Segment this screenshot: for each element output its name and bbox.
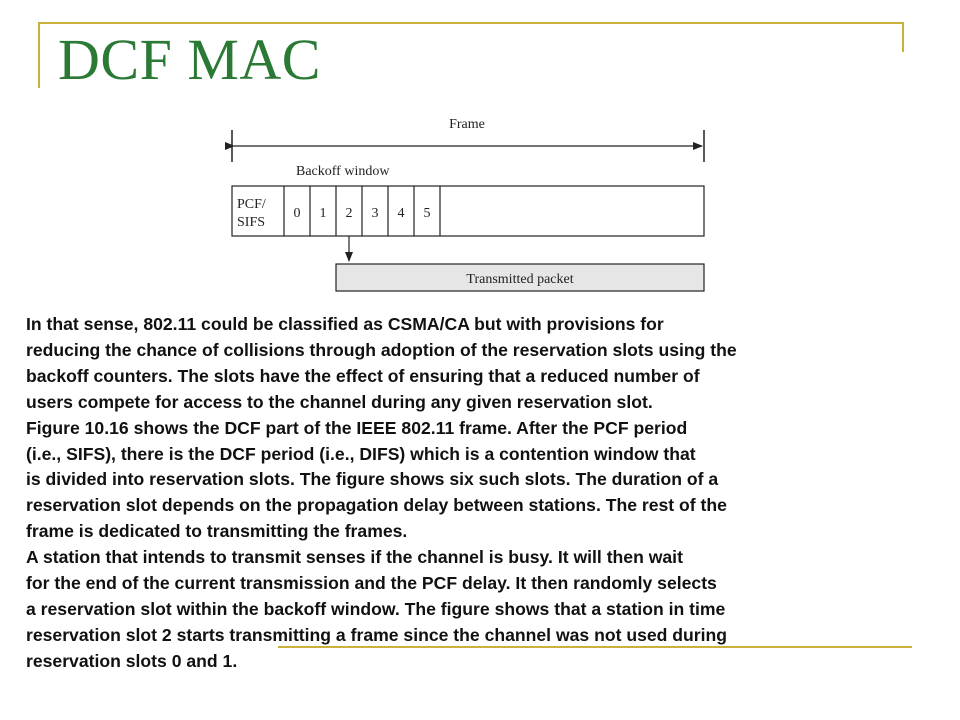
- body-line: users compete for access to the channel during any given reservation slot.: [26, 391, 653, 412]
- frame-bar: [232, 186, 704, 236]
- right-accent-line: [902, 22, 904, 52]
- slot-label-5: 5: [423, 206, 431, 221]
- frame-label: Frame: [449, 117, 485, 132]
- body-line: In that sense, 802.11 could be classified as CSMA/CA but with provisions for: [26, 314, 664, 334]
- slot-label-1: 1: [319, 206, 327, 221]
- slot-label-2: 2: [345, 206, 353, 221]
- slot-label-4: 4: [397, 206, 405, 221]
- pcf-sifs-label-line1: PCF/: [237, 197, 266, 212]
- body-line: is divided into reservation slots. The figure shows six such slots. The duration of a: [26, 469, 719, 490]
- body-line: frame is dedicated to transmitting the frames.: [26, 521, 408, 542]
- slide-title: DCF MAC: [58, 27, 321, 92]
- body-line: reducing the chance of collisions through adoption of the reservation slots using the: [26, 339, 737, 360]
- body-line: (i.e., SIFS), there is the DCF period (i.e., DIFS) which is a contention window that: [26, 443, 696, 464]
- body-line: A station that intends to transmit senses if the channel is busy. It will then wait: [26, 547, 683, 568]
- pcf-sifs-label-line2: SIFS: [237, 215, 266, 230]
- backoff-window-label: Backoff window: [296, 164, 390, 179]
- body-line: reservation slot depends on the propagation delay between stations. The rest of the: [26, 495, 727, 516]
- dcf-frame-diagram: [220, 108, 720, 300]
- body-line: for the end of the current transmission and the PCF delay. It then randomly selects: [26, 573, 717, 594]
- slot-label-3: 3: [371, 206, 379, 221]
- left-accent-line: [38, 22, 40, 88]
- body-line: reservation slots 0 and 1.: [26, 650, 238, 671]
- body-line: reservation slot 2 starts transmitting a frame since the channel was not used during: [26, 624, 728, 645]
- body-line: backoff counters. The slots have the effect of ensuring that a reduced number of: [26, 365, 700, 386]
- body-line: a reservation slot within the backoff window. The figure shows that a station in time: [26, 598, 726, 619]
- body-line: Figure 10.16 shows the DCF part of the IEEE 802.11 frame. After the PCF period: [26, 417, 688, 438]
- slot-label-0: 0: [293, 206, 301, 221]
- top-accent-line: [38, 22, 904, 24]
- transmitted-packet-label: Transmitted packet: [466, 272, 574, 287]
- body-text: [26, 312, 906, 675]
